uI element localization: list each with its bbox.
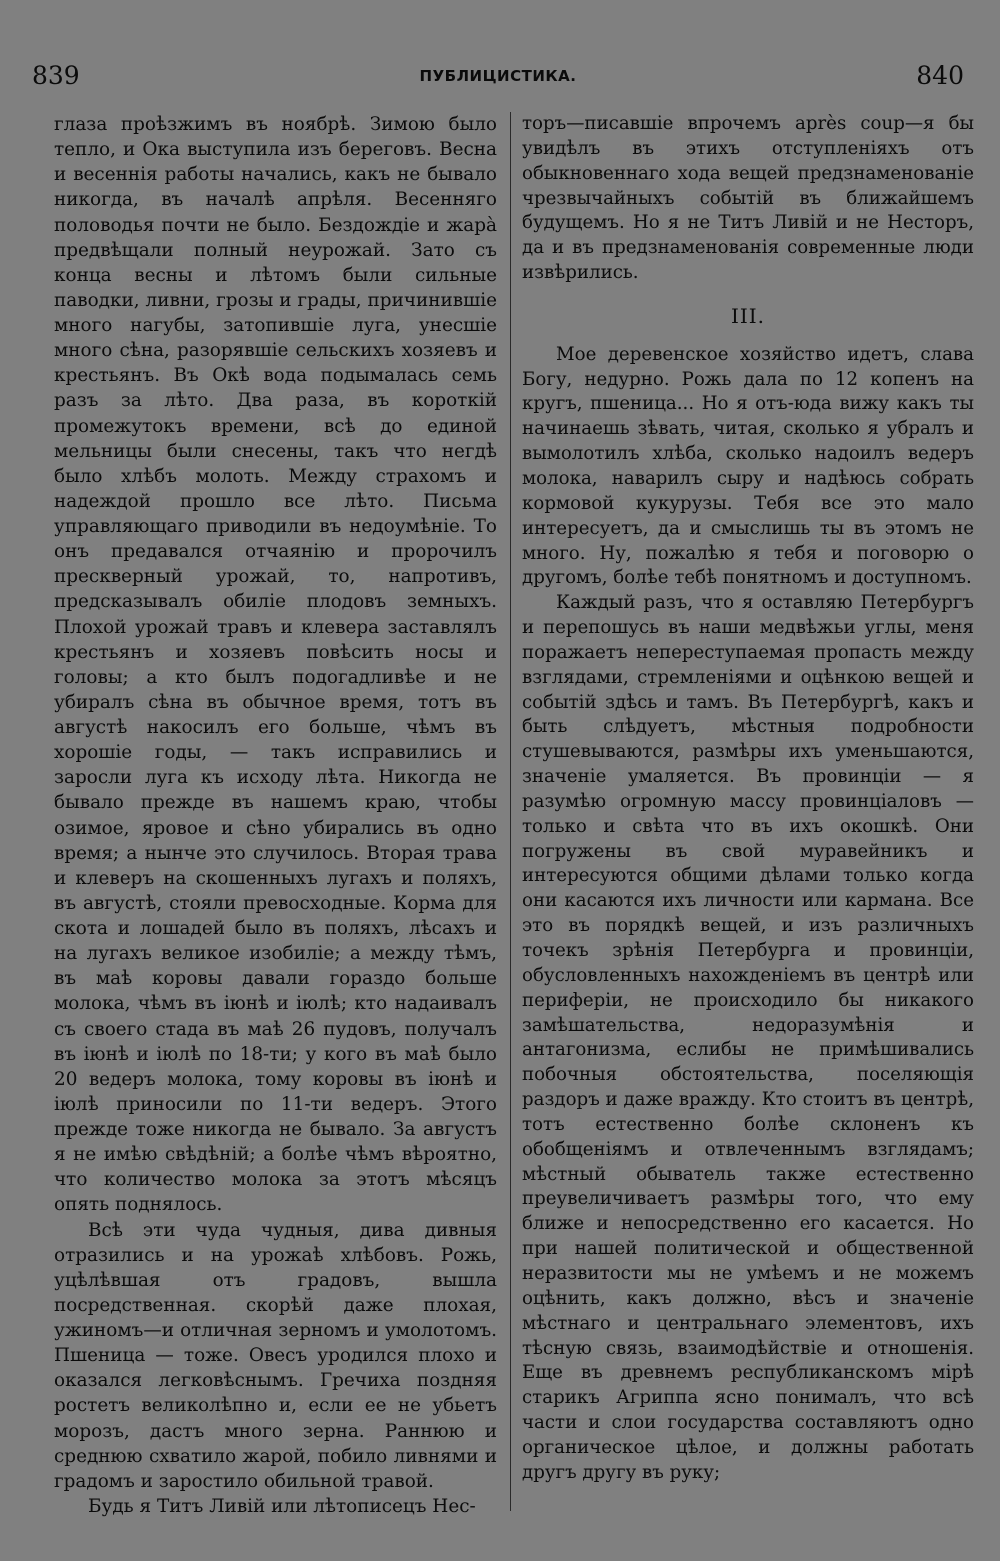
right-column	[522, 112, 974, 1521]
paragraph: Будь я Титъ Ливій или лѣтописецъ Нес-	[88, 1495, 476, 1517]
running-title: ПУБЛИЦИСТИКА.	[419, 67, 577, 85]
page-number-left: 839	[32, 61, 80, 90]
paragraph: Всѣ эти чуда чудныя, дива дивныя отразились и на урожаѣ хлѣбовъ. Рожь, уцѣлѣвшая отъ градовъ, вышла посредственная. скорѣй даже плохая, ужиномъ—и отличная зерномъ и умолотомъ. Пшеница — тоже. Овесъ уродился плохо и оказался легковѣснымъ. Гречиха поздняя ростетъ великолѣпно и, если ее не убьетъ морозъ, дастъ много зерна. Раннюю и среднюю схватило жарой, побило ливнями и градомъ и заростило обильной травой.	[54, 1219, 497, 1492]
column-divider	[510, 112, 511, 1511]
paragraph: Мое деревенское хозяйство идетъ, слава Богу, недурно. Рожь дала по 12 копенъ на кругъ, пшеница... Но я отъ-юда вижу какъ ты начинаешь зѣвать, читая, сколько я убралъ и вымолотилъ хлѣба, сколько надоилъ ведеръ молока, наварилъ сыру и надѣюсь собрать кормовой кукурузы. Тебя все это мало интересуетъ, да и смыслишь ты въ этомъ не много. Ну, пожалѣю я тебя и поговорю о другомъ, болѣе тебѣ понятномъ и доступномъ.	[522, 343, 974, 589]
page-header	[32, 58, 964, 98]
paragraph: Каждый разъ, что я оставляю Петербургъ и перепошусь въ наши медвѣжьи углы, меня поражаетъ непереступаемая пропасть между взглядами, стремленіями и оцѣнкою вещей и событій здѣсь и тамъ. Въ Петербургѣ, какъ и быть слѣдуетъ, мѣстныя подробности стушевываются, размѣры ихъ уменьшаются, значеніе умаляется. Въ провинціи — я разумѣю огромную массу провинціаловъ — только и свѣта что въ ихъ окошкѣ. Они погружены въ свой муравейникъ и интересуются общими дѣлами только когда они касаются ихъ личности или кармана. Все это въ порядкѣ вещей, и изъ различныхъ точекъ зрѣнія Петербурга и провинціи, обусловленныхъ нахожденіемъ въ центрѣ или периферіи, не происходило бы никакого замѣшательства, недоразумѣнія и антагонизма, еслибы не примѣшивались побочныя обстоятельства, поселяющія раздоръ и даже вражду. Кто стоитъ въ центрѣ, тотъ естественно болѣе склоненъ къ обобщеніямъ и отвлеченнымъ взглядамъ; мѣстный обыватель также естественно преувеличиваетъ размѣры того, что ему ближе и непосредственно его касается. Но при нашей политической и общественной неразвитости мы не умѣемъ и не можемъ оцѣнить, какъ должно, вѣсъ и значеніе мѣстнаго и центральнаго элементовъ, ихъ тѣсную связь, взаимодѣйствіе и отношенія. Еще въ древнемъ республиканскомъ мірѣ старикъ Агриппа ясно понималъ, что всѣ части и слои государства составляютъ одно органическое цѣлое, и должны работать другъ другу въ руку;	[522, 592, 974, 1483]
paragraph: торъ—писавшіе впрочемъ après coup—я бы увидѣлъ въ этихъ отступленіяхъ отъ обыкновеннаго хода вещей предзнаменованіе чрезвычайныхъ событій въ ближайшемъ будущемъ. Но я не Титъ Ливій и не Несторъ, да и въ предзнаменованія современные люди извѣрились.	[522, 113, 974, 284]
left-column	[54, 112, 497, 1521]
page-number-right: 840	[916, 61, 964, 90]
paragraph: глаза проѣзжимъ въ ноябрѣ. Зимою было тепло, и Ока выступила изъ береговъ. Весна и весеннія работы начались, какъ не бывало никогда, въ началѣ апрѣля. Весенняго половодья почти не было. Бездождіе и жарà предвѣщали полный неурожай. Зато съ конца весны и лѣтомъ были сильные паводки, ливни, грозы и грады, причинившіе много нагубы, затопившіе луга, унесшіе много сѣна, разорявшіе сельскихъ хозяевъ и крестьянъ. Въ Окѣ вода подымалась семь разъ за лѣто. Два раза, въ короткій промежутокъ времени, всѣ до единой мельницы были снесены, такъ что негдѣ было хлѣбъ молоть. Между страхомъ и надеждой прошло все лѣто. Письма управляющаго приводили въ недоумѣніе. То онъ предавался отчаянію и пророчилъ прескверный урожай, то, напротивъ, предсказывалъ обиліе плодовъ земныхъ. Плохой урожай травъ и клевера заставлялъ крестьянъ и хозяевъ повѣсить носы и головы; а кто былъ подогадливѣе и не убиралъ сѣна въ обычное время, тотъ въ августѣ накосилъ его больше, чѣмъ въ хорошіе годы, — такъ исправились и заросли луга къ исходу лѣта. Никогда не бывало прежде въ нашемъ краю, чтобы озимое, яровое и сѣно убирались въ одно время; а нынче это случилось. Вторая трава и клеверъ на скошенныхъ лугахъ и поляхъ, въ августѣ, стояли превосходные. Корма для скота и лошадей было въ поляхъ, лѣсахъ и на лугахъ великое изобиліе; а между тѣмъ, въ маѣ коровы давали гораздо больше молока, чѣмъ въ іюнѣ и іюлѣ; кто надаивалъ съ своего стада въ маѣ 26 пудовъ, получалъ въ іюнѣ и іюлѣ по 18-ти; у кого въ маѣ было 20 ведеръ молока, тому коровы въ іюнѣ и іюлѣ приносили по 11-ти ведеръ. Этого прежде тоже никогда не бывало. За августъ я не имѣю свѣдѣній; а болѣе чѣмъ вѣроятно, что количество молока за этотъ мѣсяцъ опять поднялось.	[54, 114, 497, 1216]
section-heading: III.	[730, 303, 766, 328]
